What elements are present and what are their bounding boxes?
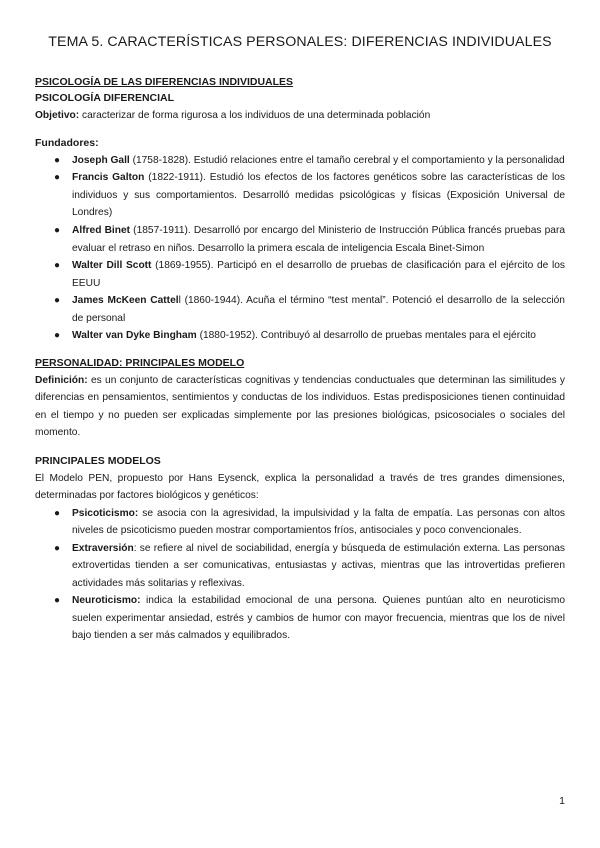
dimension-name: Psicoticismo: — [72, 507, 139, 519]
definition-text: es un conjunto de características cognitivas y tendencias conductuales que determinan las similitudes y diferencias en pensamientos, sentimientos y conductas de los individuos. Estas predisposiciones tienen continuidad en el tiempo y no pueden ser explicadas simplemente por las presiones biológicas, psicosociales o sociales del momento. — [35, 374, 565, 439]
bullet-icon: ● — [54, 260, 61, 272]
list-item — [35, 592, 565, 645]
bullet-icon: ● — [54, 330, 61, 342]
founder-name: Francis Galton — [72, 172, 145, 184]
bullet-icon: ● — [54, 542, 61, 554]
objective-paragraph — [35, 107, 565, 125]
dimension-description: indica la estabilidad emocional de una persona. Quienes puntúan alto en neuroticismo suelen experimentar ansiedad, estrés y cambios de humor con mayor frecuencia, mientras que los de nivel bajo tienden a ser más calmados y equilibrados. — [72, 595, 565, 642]
definition-paragraph — [35, 372, 565, 442]
objective-label: Objetivo: — [35, 109, 80, 121]
document-title: TEMA 5. CARACTERÍSTICAS PERSONALES: DIFERENCIAS INDIVIDUALES — [48, 34, 552, 50]
list-item — [35, 292, 565, 327]
subsection-heading: PSICOLOGÍA DIFERENCIAL — [35, 91, 175, 104]
models-intro: El Modelo PEN, propuesto por Hans Eysenck, explica la personalidad a través de tres grandes dimensiones, determinadas por factores biológicos y genéticos: — [35, 472, 565, 502]
founder-name: Alfred Binet — [72, 225, 131, 237]
founder-name: Joseph Gall — [72, 154, 130, 166]
list-item — [35, 540, 565, 593]
section-individual-differences — [35, 75, 565, 345]
founder-description: (1857-1911). Desarrolló por encargo del Ministerio de Instrucción Pública francés pruebas para evaluar el retraso en niños. Desarrollo la primera escala de inteligencia Escala Binet-Simon — [72, 225, 566, 254]
section-personality-models — [35, 356, 565, 645]
bullet-icon: ● — [54, 295, 61, 307]
founder-name: Walter van Dyke Bingham — [72, 330, 197, 342]
list-item — [35, 257, 565, 292]
section-heading: PSICOLOGÍA DE LAS DIFERENCIAS INDIVIDUALES — [35, 76, 294, 89]
dimension-name: Neuroticismo: — [72, 595, 141, 607]
founder-description: (1869-1955). Participó en el desarrollo de pruebas de clasificación para el ejército de los EEUU — [72, 260, 565, 289]
list-item — [35, 505, 565, 540]
section-heading: PERSONALIDAD: PRINCIPALES MODELO — [35, 356, 245, 369]
document-page — [35, 34, 565, 645]
founder-name: Walter Dill Scott — [72, 260, 152, 272]
definition-label: Definición: — [35, 374, 88, 386]
list-item — [35, 169, 565, 222]
bullet-icon: ● — [54, 172, 61, 184]
bullet-icon: ● — [54, 507, 61, 519]
dimension-name: Extraversión — [72, 542, 134, 554]
dimensions-list — [35, 505, 565, 645]
founders-label: Fundadores: — [35, 137, 99, 150]
founder-description: (1758-1828). Estudió relaciones entre el tamaño cerebral y el comportamiento y la personalidad — [129, 154, 565, 166]
objective-text: caracterizar de forma rigurosa a los individuos de una determinada población — [79, 109, 431, 121]
models-heading: PRINCIPALES MODELOS — [35, 454, 161, 467]
list-item — [35, 222, 565, 257]
page-number: 1 — [559, 795, 565, 807]
dimension-description: : se refiere al nivel de sociabilidad, energía y búsqueda de estimulación externa. Las personas extrovertidas tienden a ser comunicativas, entusiastas y activas, mientras que las introvertidas prefieren actividades más solitarias y reflexivas. — [72, 542, 565, 589]
founder-description: l (1860-1944). Acuña el término “test mental”. Potenció el desarrollo de la selección de personal — [72, 295, 565, 324]
bullet-icon: ● — [54, 154, 61, 166]
list-item — [35, 327, 565, 345]
dimension-description: se asocia con la agresividad, la impulsividad y la falta de empatía. Las personas con altos niveles de psicoticismo pueden mostrar comportamientos fríos, antisociales y poco convencionales. — [72, 507, 565, 537]
founder-description: (1822-1911). Estudió los efectos de los factores genéticos sobre las características de los individuos y sus comportamientos. Desarrolló medidas psicológicas y físicas (Exposición Universal de Londres) — [72, 172, 566, 219]
founder-description: (1880-1952). Contribuyó al desarrollo de pruebas mentales para el ejército — [196, 330, 536, 342]
list-item — [35, 152, 565, 170]
bullet-icon: ● — [54, 225, 61, 237]
founder-name: James McKeen Cattel — [72, 295, 179, 307]
founders-list — [35, 152, 565, 345]
bullet-icon: ● — [54, 595, 61, 607]
